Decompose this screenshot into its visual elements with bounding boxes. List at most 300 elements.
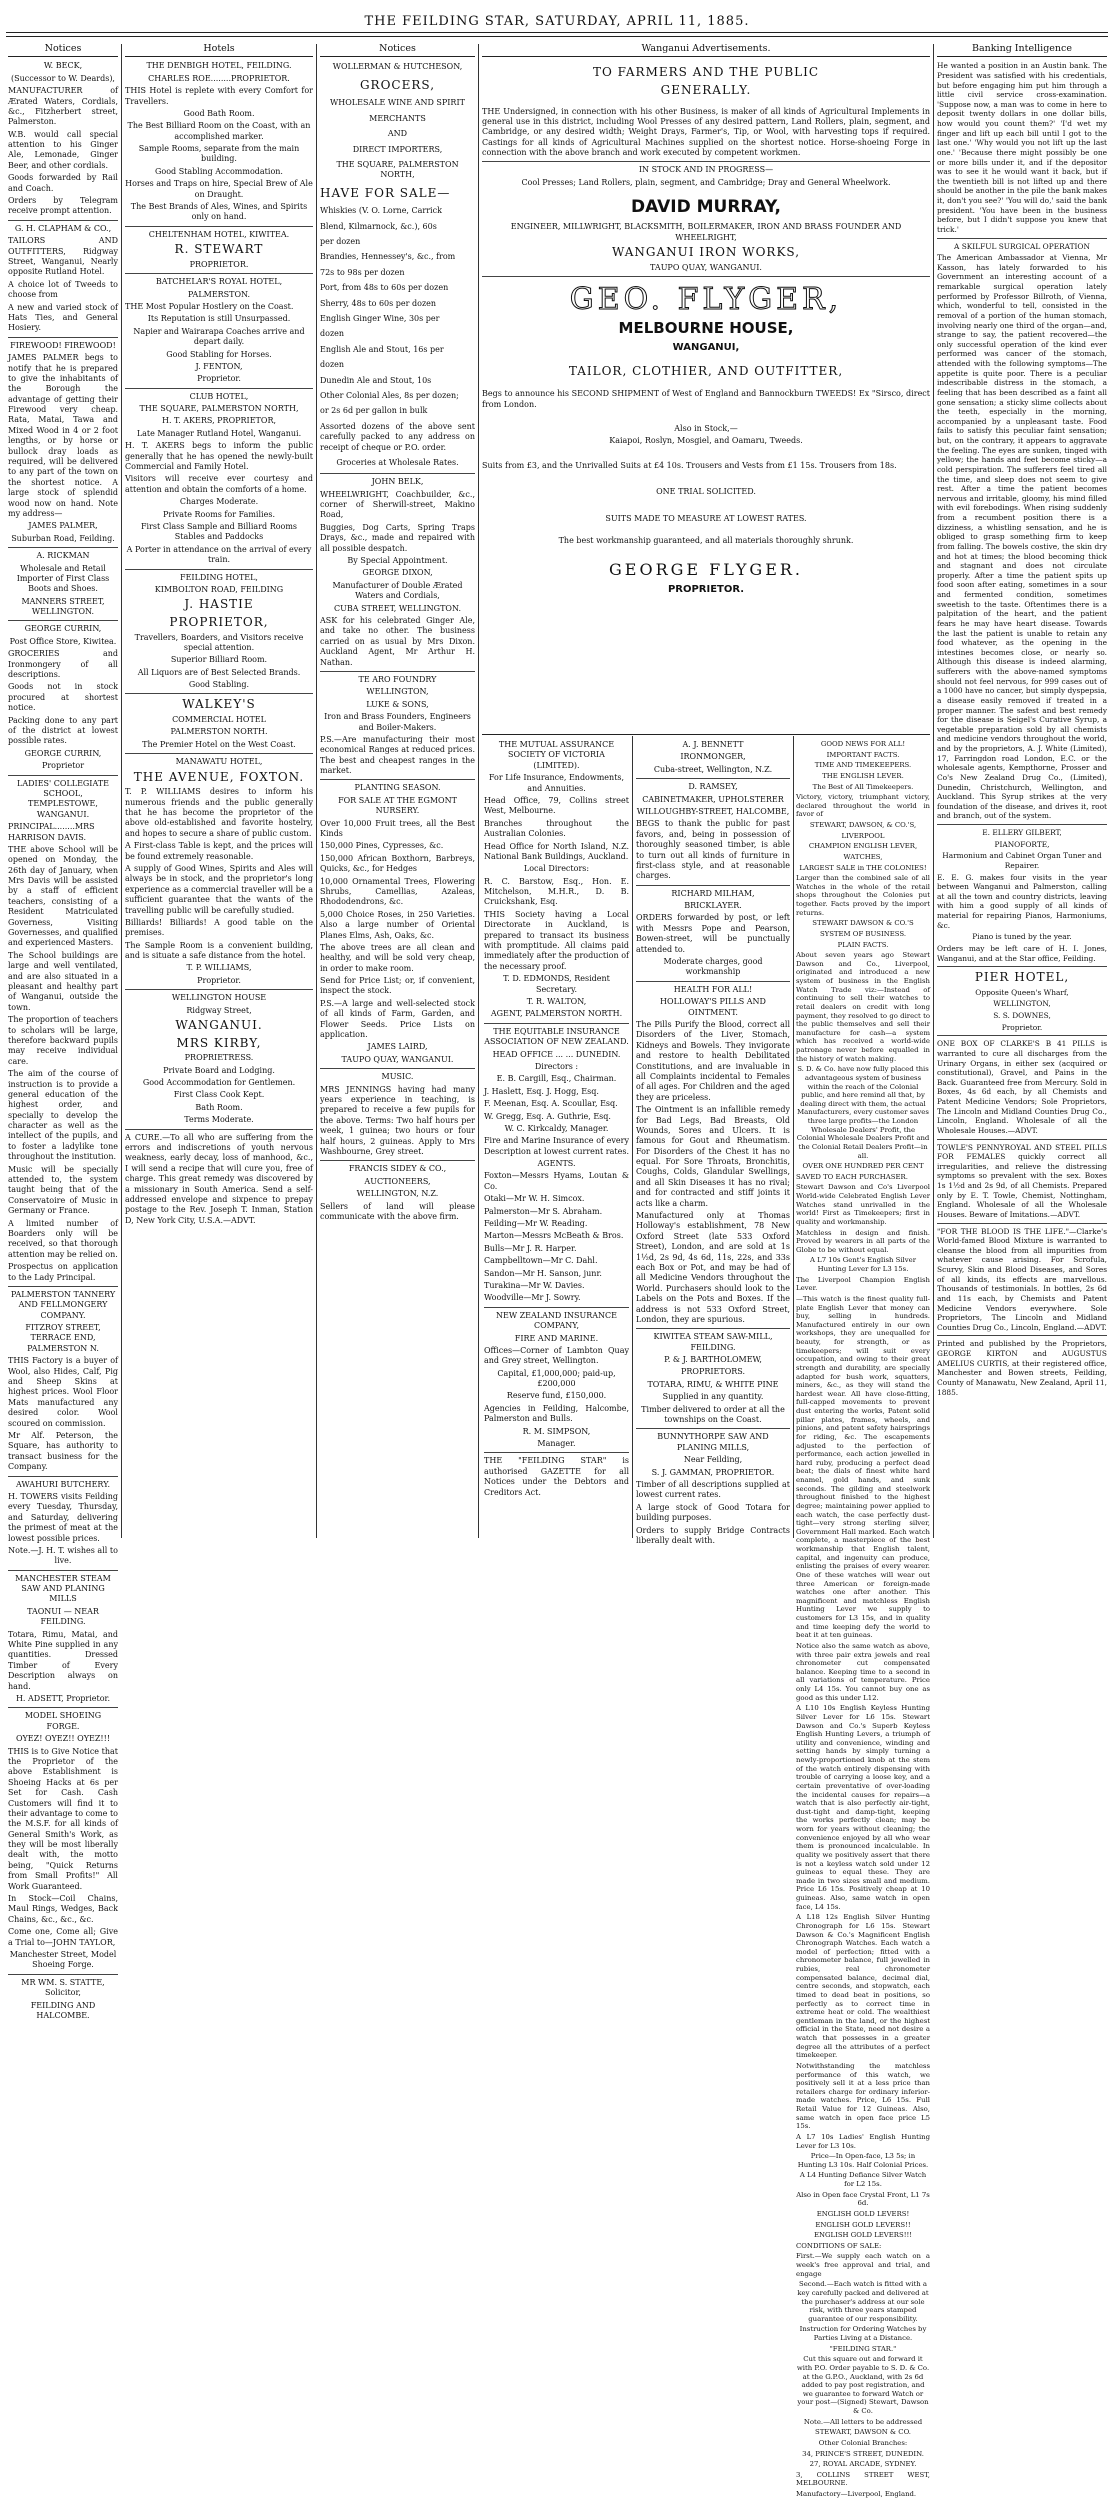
ad-batchelar-line: Napier and Wairarapa Coaches arrive and depart daily. [133, 326, 305, 347]
ad-denbigh-line: THE DENBIGH HOTEL, FEILDING. [146, 61, 292, 71]
ad-planting-line: JAMES LAIRD, [367, 1042, 428, 1052]
ad-wollerman-line: Dunedin Ale and Stout, 10s [320, 375, 432, 385]
ad-mutual-line: T. R. WALTON, [526, 996, 587, 1006]
column-insurance [484, 740, 629, 1538]
ad-college-line: THE above School will be opened on Monday, the 26th day of January, when Mrs Davis will be assisted by a staff of efficient teachers, consisting of a Resident Matriculated Governess, Visiting Governesses, and qualified and experienced Masters. [8, 844, 118, 948]
ad-holloway-line: The Ointment is an infallible remedy for Bad Legs, Bad Breasts, Old Wounds, Sores and Ulcers. It is famous for Gout and Rheumatism. For Disorders of the Chest it has no equal. For Sore Throats, Bronchitis, Coughs, Colds, Glandular Swellings, and all Skin Diseases it has no rival; and for contracted and stiff joints it acts like a charm. [636, 1105, 790, 1208]
ad-mutual-line: Head Office for North Island, N.Z. National Bank Buildings, Auckland. [484, 841, 629, 861]
ad-college-line: The proportion of teachers to scholars will be large, therefore backward pupils may receive individual care. [8, 1015, 118, 1066]
measure: SUITS MADE TO MEASURE AT LOWEST RATES. [605, 513, 807, 523]
ad-tannery-line: Mr Alf. Peterson, the Square, has authority to transact business for the Company. [8, 1431, 118, 1472]
ad-feilding-hotel-line: All Liquors are of Best Selected Brands. [137, 667, 301, 677]
ad-stewart-dawson-line: Second.—Each watch is fitted with a key carefully packed and delivered at the purchaser's address at our sole risk, with three years stamped guarantee of our responsibility. [797, 2280, 929, 2323]
ad-wollerman-line: GROCERS, [359, 77, 436, 92]
ad-planting-line: 5,000 Choice Roses, in 250 Varieties. Also a large number of Oriental Planes Elms, Ash, Oaks, &c. [320, 909, 475, 940]
tailor: TAILOR, CLOTHIER, AND OUTFITTER, [568, 363, 844, 378]
ad-pier-hotel-line: PIER HOTEL, [974, 970, 1070, 985]
ad-beck [8, 61, 118, 216]
ad-stewart-dawson-line: STEWART DAWSON & CO.'S [812, 919, 914, 928]
ad-planting-line: 150,000 Pines, Cypresses, &c. [320, 841, 444, 851]
ad-kiwitea-line: TOTARA, RIMU, & WHITE PINE [647, 1379, 779, 1389]
ad-clapham [8, 224, 118, 334]
ad-mutual-line: Branches throughout the Australian Colonies. [484, 818, 629, 839]
ad-bunnythorpe-line: Near Feilding, [683, 1455, 743, 1465]
ad-manawatu [125, 757, 313, 986]
ad-mills [8, 1574, 118, 1705]
ad-stewart-dawson-line: Notwithstanding the matchless performance of this watch, we positively sell it at a less price than retailers charge for ordinary inferior-made watches. Price, L6 15s. Full Retail Value for 12 Guineas. Also, same watch in open face price L5 15s. [796, 2061, 930, 2131]
ad-kiwitea-line: PROPRIETORS. [680, 1367, 746, 1377]
ad-sidey [320, 1164, 475, 1222]
ad-gilbert-line: Orders may be left care of H. I. Jones, Wanganui, and at the Star office, Feilding. [937, 943, 1107, 963]
ad-mutual-line: T. D. EDMONDS, Resident Secretary. [503, 974, 610, 994]
ad-kiwitea-line: P. & J. BARTHOLOMEW, [664, 1355, 762, 1365]
ad-manawatu-line: T. P. WILLIAMS desires to inform his numerous friends and the public generally that he has become the proprietor of the above old-established and favorite hostelry, and hopes to secure a share of public custom. [125, 787, 313, 838]
ad-firewood-line: JAMES PALMER begs to notify that he is prepared to give the inhabitants of the Borough the advantage of getting their Firewood very cheap. Rata, Matai, Tawa and Mixed Wood in 4 or 2 foot lengths, or by horse or bullock dray loads as required, will be delivered to any part of the town on the shortest notice. A large stock of splendid wood now on hand. Note my address— [8, 353, 118, 518]
ad-tearo-line: P.S.—Are manufacturing their most economical Ranges at reduced prices. The best and cheapest ranges in the market. [320, 734, 475, 776]
ad-bunnythorpe [636, 1432, 790, 1546]
ad-belk-line: JOHN BELK, [371, 477, 424, 487]
ad-wollerman-line: Blend, Kilmarnock, &c.), 60s [320, 221, 437, 231]
ad-equitable-line: Marton—Messrs McBeath & Bros. [484, 1231, 624, 1241]
ad-equitable-line: Sandon—Mr H. Sanson, junr. [484, 1268, 602, 1278]
ad-equitable-line: Otaki—Mr W. H. Simcox. [484, 1194, 585, 1204]
ad-cheltenham-line: R. STEWART [174, 242, 264, 257]
ad-rickman-line: MANNERS STREET, WELLINGTON. [21, 596, 105, 617]
ad-milham-line: BRICKLAYER. [684, 901, 742, 911]
ad-butchery-line: AWAHURI BUTCHERY. [16, 1479, 110, 1489]
ad-tearo-line: WELLINGTON, [366, 687, 429, 697]
ad-currin [8, 624, 118, 771]
ad-wollerman-line: Sherry, 48s to 60s per dozen [320, 298, 437, 308]
ad-manawatu-line: T. P. WILLIAMS, [186, 963, 252, 973]
ad-stewart-dawson-line: Price—In Open-face, L3 5s; in Hunting L3 10s. Half Colonial Prices. [797, 2152, 929, 2169]
ad-tannery [8, 1290, 118, 1473]
ad-stewart-dawson-line: ENGLISH GOLD LEVERS! [816, 2209, 910, 2218]
ad-sidey-line: Sellers of land will please communicate with the above firm. [320, 1201, 475, 1221]
ad-stewart-dawson-line: STEWART, DAWSON & CO. [814, 2428, 911, 2437]
ad-beck-line: (Successor to W. Deards), [11, 73, 115, 83]
ad-nz-insurance-line: NEW ZEALAND INSURANCE COMPANY, [496, 1310, 617, 1331]
ad-bunnythorpe-line: Orders to supply Bridge Contracts liberally dealt with. [636, 1525, 790, 1545]
ad-equitable-line: Turakina—Mr W. Davies. [484, 1280, 585, 1290]
ad-mutual-line: Local Directors: [523, 864, 590, 874]
ad-college [8, 779, 118, 1283]
ad-nz-insurance-line: Manager. [537, 1439, 576, 1449]
ad-equitable-line: Woodville—Mr J. Sowry. [484, 1293, 581, 1303]
column-divider [933, 44, 934, 1538]
ad-stewart-dawson-line: A L7 10s Ladies' English Hunting Lever for L3 10s. [796, 2132, 930, 2150]
ad-tearo-line: TE ARO FOUNDRY [358, 674, 437, 684]
ad-equitable-line: Directors : [534, 1061, 579, 1071]
ad-equitable-line: AGENTS. [537, 1159, 576, 1169]
ad-bennett [636, 740, 790, 775]
ad-club-line: First Class Sample and Billiard Rooms Stables and Paddocks [140, 522, 298, 542]
ad-stewart-dawson-line: CHAMPION ENGLISH LEVER, [808, 842, 918, 851]
ad-towle: TOWLE'S PENNYROYAL AND STEEL PILLS FOR FEMALES quickly correct all irregularities, and relieve the distressing symptoms so prevalent with the sex. Boxes 1s 1½d and 2s 9d, of all Chemists. Prepared only by E. T. Towle, Chemist, Nottingham, England. Wholesale of all the Wholesale Houses. Beware of Imitations.—ADVT. [937, 1142, 1107, 1219]
ad-nz-insurance-line: R. M. SIMPSON, [522, 1426, 591, 1436]
ad-denbigh-line: THIS Hotel is replete with every Comfort for Travellers. [125, 86, 313, 106]
ad-batchelar-line: Good Stabling for Horses. [166, 349, 272, 359]
ad-planting-line: 150,000 African Boxthorn, Barbreys, Quicks, &c., for Hedges [320, 853, 475, 874]
ad-stewart-dawson-line: TIME AND TIMEKEEPERS. [814, 761, 912, 770]
ad-walkeys-line: WALKEY'S [182, 697, 256, 712]
ad-gilbert-line: E. E. G. makes four visits in the year between Wanganui and Palmerston, calling at all the town and country districts, leaving with him a good supply of all kinds of material for repairing Pianos, Harmoniums, &c. [937, 872, 1107, 930]
surgical-heading: A SKILFUL SURGICAL OPERATION [954, 241, 1090, 251]
ad-stewart-dawson-line: S. D. & Co. have now fully placed this advantageous system of business within the reach of the Colonial public, and here remind all that, by dealing direct with them, the actual Manufacturers, every customer saves three large profits—the London Wholesale Dealers' Profit, the Colonial Wholesale Dealers Profit and the Colonial Retail Dealers Profit—in all. [796, 1065, 930, 1160]
ad-beck-line: Goods forwarded by Rail and Coach. [8, 173, 118, 193]
ad-star [484, 1456, 629, 1498]
ad-holloway-line: HEALTH FOR ALL! [673, 984, 753, 994]
ad-stewart-dawson-line: Stewart Dawson and Co's Liverpool World-wide Celebrated English Lever Watches stand unrivalled in the world! First as Timekeepers; first in quality and workmanship. [796, 1183, 930, 1226]
ad-batchelar-line: BATCHELAR'S ROYAL HOTEL, [155, 277, 283, 287]
ad-equitable-line: Feilding—Mr W. Reading. [484, 1219, 588, 1229]
ad-cure [125, 1133, 313, 1227]
ad-club-line: H. T. AKERS, PROPRIETOR, [161, 416, 277, 426]
ad-wellington-house-line: Terms Moderate. [184, 1115, 254, 1125]
ad-planting-line: 10,000 Ornamental Trees, Flowering Shrubs, Camellias, Azaleas, Rhododendrons, &c. [320, 876, 475, 907]
ad-batchelar-line: J. FENTON, [195, 361, 243, 371]
masthead: THE FEILDING STAR, SATURDAY, APRIL 11, 1885. [364, 14, 750, 29]
ad-feilding-hotel-line: PROPRIETOR, [169, 614, 269, 629]
ad-clapham-line: TAILORS AND OUTFITTERS, Ridgway Street, Wanganui, Nearly opposite Rutland Hotel. [8, 236, 118, 277]
column-header: Hotels [125, 43, 313, 57]
ad-gilbert-line: E. ELLERY GILBERT, [982, 828, 1062, 838]
ad-kiwitea [636, 1332, 790, 1425]
ad-planting-line: FOR SALE AT THE EGMONT NURSERY. [338, 795, 457, 816]
ad-manawatu-line: Billiards! Billiards! A good table on the premises. [125, 917, 313, 938]
ad-equitable-line: HEAD OFFICE ... ... DUNEDIN. [492, 1049, 621, 1059]
ad-bennett-line: Cuba-street, Wellington, N.Z. [653, 764, 773, 774]
ad-stewart-dawson-line: A L10 10s English Keyless Hunting Silver Lever for L6 15s. Stewart Dawson and Co.'s Superb Keyless English Hunting Levers, a triumph of utility and convenience, winding and setting hands by simply turning a newly-proportioned knob at the stem of the watch entirely dispensing with trouble of carrying a loose key, and a certain preventative of over-loading the incidental causes for repairs—a watch that is also perfectly air-tight, dust-tight and damp-tight, keeping the works perfectly clean; may be worn for years without cleaning; the convenience enjoyed by all who wear them is pronounced incalculable. In quality we positively assert that there is not a keyless watch sold under 12 guineas to equal these. They are made in two sizes small and medium. Price L6 15s. Positively cheap at 10 guineas. Also, same watch in open face, L4 15s. [796, 1704, 930, 1911]
ad-rickman [8, 551, 118, 617]
ad-mutual-line: R. C. Barstow, Esq., Hon. E. Mitchelson, M.H.R., D. B. Cruickshank, Esq. [484, 876, 629, 907]
ad-wollerman-line: WOLLERMAN & HUTCHESON, [332, 62, 463, 72]
town: WANGANUI, [672, 341, 740, 353]
ad-stewart-dawson-line: Matchless in design and finish. Proved by wearers in all parts of the Globe to be without equal. [796, 1228, 930, 1254]
ad-stewart-dawson-line: LIVERPOOL [841, 831, 885, 840]
murray-trades: ENGINEER, MILLWRIGHT, BLACKSMITH, BOILERMAKER, IRON AND BRASS FOUNDER AND WHEELRIGHT, [510, 222, 902, 242]
ad-manawatu-line: MANAWATU HOTEL, [175, 757, 263, 767]
works-address: TAUPO QUAY, WANGANUI. [650, 262, 762, 272]
ad-belk-line: By Special Appointment. [347, 556, 448, 566]
ad-stewart-dawson-line: Other Colonial Branches: [818, 2438, 908, 2447]
ad-ramsey-line: WILLOUGHBY-STREET, HALCOMBE, [636, 806, 790, 816]
ad-wollerman-line: HAVE FOR SALE— [320, 185, 451, 200]
ad-wollerman-line: Whiskies (V. O. Lorne, Carrick [320, 206, 442, 216]
ad-college-line: A limited number of Boarders only will be received, so that thorough attention may be relied on. [8, 1218, 118, 1259]
ad-college-line: Music will be specially attended to, the system taught being that of the Conservatoire of Music in Germany or France. [8, 1164, 118, 1216]
ad-mutual-line: For Life Insurance, Endowments, and Annuities. [488, 773, 625, 793]
ad-walkeys-line: COMMERCIAL HOTEL [172, 715, 266, 725]
ad-holloway [636, 985, 790, 1326]
column-header: Banking Intelligence [937, 43, 1107, 57]
ad-denbigh-line: The Best Brands of Ales, Wines, and Spirits only on hand. [130, 202, 308, 222]
ad-equitable-line: Palmerston—Mr S. Abraham. [484, 1206, 603, 1216]
ad-manawatu-line: The Sample Room is a convenient building, and is situate a safe distance from the hotel. [125, 940, 313, 961]
ad-nz-insurance-line: Capital, £1,000,000; paid-up, £200,000 [497, 1368, 616, 1389]
ad-club-line: THE SQUARE, PALMERSTON NORTH, [139, 404, 299, 414]
ad-firewood-line: Suburban Road, Feilding. [11, 533, 115, 543]
ad-denbigh-line: Horses and Traps on hire, Special Brew of Ale on Draught. [125, 179, 313, 199]
ad-stewart-dawson-line: IMPORTANT FACTS. [826, 750, 900, 759]
ad-butchery [8, 1480, 118, 1567]
ad-wollerman-line: DIRECT IMPORTERS, [352, 144, 443, 154]
ad-stewart-dawson-line: 34, PRINCE'S STREET, DUNEDIN. [802, 2449, 924, 2458]
ad-pier-hotel-line: Proprietor. [1001, 1022, 1043, 1032]
ad-club-line: Visitors will receive ever courtesy and attention and obtain the comforts of a home. [125, 474, 313, 494]
ad-pier-hotel-line: WELLINGTON, [993, 999, 1051, 1009]
ad-wellington-house-line: Good Accommodation for Gentlemen. [142, 1078, 296, 1088]
ad-music-line: MRS JENNINGS having had many years experience in teaching, is prepared to receive a few pupils for the above. Terms: Two half hours per week, 1 guinea; two hours or four half hours, 2 guineas. Apply to Mrs Washbourne, Grey street. [320, 1084, 475, 1156]
ad-wollerman-line: THE SQUARE, PALMERSTON NORTH, [336, 159, 459, 180]
ad-denbigh-line: CHARLES ROE........PROPRIETOR. [148, 73, 290, 83]
ad-intro: THE Undersigned, in connection with his other Business, is maker of all kinds of Agricultural Implements in general use in this district, including Wool Presses of any desired pattern, Land Rollers, plain, segment, and Cambridge, or any desired width; Weight Drays, Farmer's, Tip, or Wool, with harvesting tops if required. Castings for all kinds of Agricultural Machines supplied on the shortest notice. Horse-shoeing Forge in connection with the above branch and work executed by competent workmen. [482, 106, 930, 158]
ad-manawatu-line: THE AVENUE, FOXTON. [133, 769, 305, 784]
ad-beck-line: MANUFACTURER of Ærated Waters, Cordials, &c., Fitzherbert street, Palmerston. [8, 86, 118, 127]
ad-wollerman-line: dozen [320, 329, 345, 339]
ad-feilding-hotel-line: KIMBOLTON ROAD, FEILDING [154, 584, 284, 594]
ad-belk-line: GEORGE DIXON, [362, 568, 433, 578]
ad-stewart-dawson-line: Cut this square out and forward it with P.O. Order payable to S. D. & Co. at the G.P.O., Auckland, with 2s 6d added to pay post registration, and we guarantee to forward Watch or your post—(Signed) Stewart, Dawson & Co. [796, 2355, 930, 2415]
ad-currin-line: GEORGE CURRIN, [24, 624, 102, 634]
suit-prices: Suits from £3, and the Unrivalled Suits at £4 10s. Trousers and Vests from £1 15s. Trousers from 18s. [482, 460, 897, 470]
ad-manawatu-line: A supply of Good Wines, Spirits and Ales will always be in stock, and the proprietor's long experience as a commercial traveller will be a sufficient guarantee that the wants of the travelling public will be carefully studied. [125, 863, 313, 915]
ad-holloway-line: The Pills Purify the Blood, correct all Disorders of the Liver, Stomach, Kidneys and Bowels. They invigorate and restore to health Debilitated Constitutions, and are invaluable in all Complaints incidental to Females of all ages. For Children and the aged they are priceless. [636, 1019, 790, 1102]
ad-nz-insurance-line: Agencies in Feilding, Halcombe, Palmerston and Bulls. [484, 1403, 629, 1424]
ad-belk-line: ASK for his celebrated Ginger Ale, and take no other. The business carried on as usual by Mrs Dixon. Auckland Agent, Mr Arthur H. Nathan. [320, 615, 475, 667]
ad-wellington-house-line: First Class Cook Kept. [173, 1090, 265, 1100]
ad-feilding-hotel-line: Superior Billiard Room. [170, 655, 268, 665]
ad-mutual [484, 740, 629, 1020]
bank-story: He wanted a position in an Austin bank. The President was satisfied with his credentials, but before engaging him put him through a little civil service cross-examination. 'Suppose now, a man was to come in here to deposit twenty dollars in one dollar bills, how would you count them?' 'I'd wet my finger and lift up each bill until I got to the last one.' 'Why would you not lift up the last one.' 'Because there might possibly be one or more bills under it, and if the depositor was to see it he would want it back, but if the twentieth bill is not lifted up and there should be another in the pile the bank makes it, don't you see?' 'You will do,' said the bank president. 'You have been in the business before, but I didn't suppose you knew that trick.' [937, 61, 1107, 234]
ad-feilding-hotel-line: Good Stabling. [188, 680, 250, 690]
surgical-story: The American Ambassador at Vienna, Mr Kasson, has lately forwarded to his Government an interesting account of a remarkable surgical operation lately performed by Professor Billroth, of Vienna, which, wonderful to tell, consisted in the removal of a portion of the human stomach, involving nearly one third of the organ—and, strange to say, the patient recovered—the only successful operation of the kind ever performed was cancer of the stomach, attended with the following symptoms—The appetite is quite poor. There is a peculiar indescribable distress in the stomach, a feeling that has been described as a faint all gone sensation; a sticky slime collects about the teeth, especially in the morning, accompanied by a unpleasant taste. Food fails to satisfy this peculiar faint sensation; but, on the contrary, it appears to aggravate the feeling. The eyes are sunken, tinged with yellow; the hands and feet become sticky—a cold perspiration. The sufferers feel tired all the time, and sleep does not seem to give rest. After a time the patient becomes nervous and irritable, gloomy, his mind filled with evil forebodings. When rising suddenly from a recumbent position there is a dizziness, a whistling sensation, and he is obliged to grasp something firm to keep from falling. The bowels costive, the skin dry and hot at times; the blood becoming thick and stagnant and does not circulate properly. After a time the patient spits up food soon after eating, sometimes in a sour and fermented condition, sometimes sweetish to the taste. Oftentimes there is a palpitation of the heart, and the patient fears he may have heart disease. Towards the last the patient is unable to retain any food whatever, as the opening in the intestines becomes close, or nearly so. Although this disease is indeed alarming, sufferers with the above-named symptoms should not feel nervous, for 999 cases out of a 1000 have no cancer, but simply dyspepsia, a disease easily removed if treated in a proper manner. The safest and best remedy for the disease is Seigel's Curative Syrup, a vegetable preparation sold by all chemists and medicine vendors throughout the world, and by the proprietors, A. J. White (Limited), 17, Farringdon road London, E.C. or the wholesale agents, Kempthorne, Prosser and Co's New Zealand Drug Co., (Limited), Dunedin, Christchurch, Wellington, and Auckland. This Syrup strikes at the very foundation of the disease, and drives it, root and branch, out of the system. [937, 253, 1107, 821]
ad-tannery-line: FITZROY STREET, TERRACE END, PALMERSTON N. [25, 1323, 101, 1353]
ad-belk-line: WHEELWRIGHT, Coachbuilder, &c., corner of Sherwill-street, Makino Road, [320, 489, 475, 520]
ad-ramsey-line: CABINETMAKER, UPHOLSTERER [642, 794, 784, 804]
ad-milham-line: RICHARD MILHAM, [671, 888, 755, 898]
ad-tannery-line: THIS Factory is a buyer of Wool, also Hides, Calf, Pig and Sheep Skins at highest prices. Wool Floor Mats manufactured any desired color. Wool scoured on commission. [8, 1356, 118, 1428]
column-banking [937, 43, 1107, 1538]
ad-gilbert-line: Piano is tuned by the year. [972, 932, 1072, 942]
ad-clarke: ONE BOX OF CLARKE'S B 41 PILLS is warranted to cure all discharges from the Urinary Organs, in either sex (acquired or constitutional), Gravel, and Pains in the Back. Guaranteed free from Mercury. Sold in Boxes, 4s 6d each, by all Chemists and Patent Medicine Vendors; Sole Proprietors, The Lincoln and Midland Counties Drug Co., Lincoln, England. Wholesale of all the Wholesale Houses.—ADVT. [937, 1039, 1107, 1135]
ad-planting-line: Send for Price List; or, if convenient, inspect the stock. [320, 976, 475, 996]
column-trades [636, 740, 790, 1545]
ad-stewart-dawson-line: Manufactory—Liverpool, England. [796, 2490, 917, 2498]
ad-kiwitea-line: Timber delivered to order at all the townships on the Coast. [641, 1404, 785, 1425]
ad-wollerman-line: 72s to 98s per dozen [320, 267, 405, 277]
column-business-notices [796, 740, 930, 2498]
ad-denbigh-line: Good Bath Room. [183, 108, 255, 118]
ad-stewart-dawson-line: SAVED TO EACH PURCHASER. [796, 1172, 908, 1181]
ad-wellington-house-line: Private Board and Lodging. [163, 1065, 275, 1075]
ad-stewart-dawson-line: WATCHES, [843, 852, 883, 861]
ad-beck-line: W. BECK, [43, 61, 83, 71]
ad-wollerman-line: dozen [320, 360, 345, 370]
ad-holloway-line: Manufactured only at Thomas Holloway's establishment, 78 New Oxford Street (late 533 Oxford Street), London, and are sold at 1s 1½d, 2s 9d, 4s 6d, 11s, 22s, and 33s each Box or Pot, and may be had of all Medicine Vendors throughout the World. Purchasers should look to the Labels on the Pots and Boxes. If the address is not 533 Oxford Street, London, they are spurious. [636, 1211, 790, 1324]
ad-stewart-dawson-line: A L7 10s Gent's English Silver Hunting Lever for L3 15s. [809, 1256, 917, 1273]
ad-wollerman-line: English Ale and Stout, 16s per [320, 344, 444, 354]
ad-wellington-house-line: WELLINGTON HOUSE [171, 993, 267, 1003]
ad-stewart-dawson-line: 3, COLLINS STREET WEST, MELBOURNE. [796, 2470, 930, 2488]
ad-music-line: MUSIC. [381, 1072, 414, 1082]
column-header: Notices [8, 43, 118, 57]
ad-cheltenham-line: PROPRIETOR. [189, 259, 249, 269]
ad-wellington-house-line: MRS KIRBY, [176, 1035, 262, 1050]
ad-sidey-line: AUCTIONEERS, [364, 1176, 431, 1186]
ad-nz-insurance [484, 1311, 629, 1450]
ad-mills-line: H. ADSETT, Proprietor. [15, 1693, 111, 1703]
ad-stewart-dawson-line: SYSTEM OF BUSINESS. [819, 929, 907, 938]
ad-kiwitea-line: KIWITEA STEAM SAW-MILL, FEILDING. [653, 1332, 773, 1352]
ad-feilding-hotel [125, 573, 313, 691]
ad-currin-line: Packing done to any part of the district at lowest possible rates. [8, 715, 118, 746]
ad-denbigh-line: Good Stabling Accommodation. [155, 166, 283, 176]
ad-firewood-line: FIREWOOD! FIREWOOD! [10, 340, 116, 350]
ad-stewart-dawson-line: PLAIN FACTS. [837, 940, 889, 949]
ad-equitable-line: Bulls—Mr J. R. Harper. [484, 1243, 577, 1253]
ad-belk-line: Manufacturer of Double Ærated Waters and Cordials, [332, 580, 463, 601]
ad-manawatu-line: A First-class Table is kept, and the prices will be found extremely reasonable. [125, 841, 313, 861]
ad-belk-line: Buggies, Dog Carts, Spring Traps Drays, &c., made and repaired with all possible despatch. [320, 522, 475, 553]
flyger-title: GEO. FLYGER, [569, 282, 843, 318]
ad-stewart-dawson-line: Instruction for Ordering Watches by Parties Living at a Distance. [799, 2325, 927, 2342]
ad-college-line: PRINCIPAL........MRS HARRISON DAVIS. [8, 822, 95, 842]
ad-college-line: Prospectus on application to the Lady Principal. [8, 1262, 118, 1282]
masthead-rule [6, 32, 1108, 33]
ad-milham-line: ORDERS forwarded by post, or left with Messrs Pope and Pearson, Bowen-street, will be punctually attended to. [636, 913, 790, 954]
ad-mutual-line: THIS Society having a Local Directorate in Auckland, is prepared to transact its business with promptitude. All claims paid immediately after the production of the necessary proof. [484, 909, 629, 971]
ad-stewart-dawson [796, 740, 930, 2499]
ad-batchelar-line: Proprietor. [197, 374, 241, 384]
ad-stewart-dawson-line: —This watch is the finest quality full-plate English Lever that money can buy, selling in hundreds. Manufactured entirely in our own workshops, they are unequalled for beauty, for strength, or as timekeepers; will suit every occupation, and owing to their great strength and durability, are specially adapted for bush work, squatters, miners, &c., as they will stand the hardest wear. All have close-fitting, full-capped movements to prevent dust entering the works, Patent solid pillar plates, frames, wheels, and pinions, and patent safety hairsprings for riding, &c. The escapements adjusted to the perfection of performance, each action jewelled in hard ruby, producing a perfect dead beat; the dials of finest white hard enamel, gold hands, and sunk seconds. The gilding and steelwork throughout finished to the highest degree; maintaining power applied to each watch, the case perfectly dust-tight—very strong sterling silver, Government Hall marked. Each watch complete, a masterpiece of the best workmanship that English talent, capital, and ingenuity can produce, enlisting the praises of every wearer. One of these watches will wear out three American or foreign-made watches one after another. This magnificent and matchless English Hunting Lever we supply to customers for L3 15s, and in quality and time keeping defy the world to beat it at ten guineas. [796, 1294, 930, 1640]
workmanship: The best workmanship guaranteed, and all materials thoroughly shrunk. [558, 535, 854, 545]
ad-stewart-dawson-line: LARGEST SALE in THE COLONIES! [799, 863, 927, 872]
ad-firewood [8, 341, 118, 544]
ad-bennett-line: IRONMONGER, [680, 752, 746, 762]
ad-wollerman-line: AND [387, 129, 408, 139]
ad-gilbert [937, 828, 1107, 963]
ad-forge-line: MODEL SHOEING FORGE. [24, 1711, 102, 1731]
ad-forge-line: THIS is to Give Notice that the Proprietor of the above Establishment is Shoeing Hacks at 6s per Set for Cash. Cash Customers will find it to their advantage to come to the M.S.F. for all kinds of General Smith's Work, as they will be most liberally dealt with, the motto being, "Quick Returns from Small Profits!" All Work Guaranteed. [8, 1746, 118, 1891]
ad-stewart-dawson-line: A L4 Hunting Defiance Silver Watch for L2 15s. [799, 2171, 927, 2188]
column-hotels [125, 43, 313, 1538]
ad-walkeys-line: The Premier Hotel on the West Coast. [142, 739, 296, 749]
ad-currin-line: Proprietor [41, 761, 85, 771]
column-notices-2 [320, 43, 475, 1538]
stock-tweeds: Kaiapoi, Roslyn, Mosgiel, and Oamaru, Tweeds. [609, 436, 803, 446]
ad-feilding-hotel-line: FEILDING HOTEL, [180, 572, 258, 582]
ad-mutual-line: Head Office, 79, Collins street West, Melbourne. [484, 795, 629, 816]
ad-club-line: Late Manager Rutland Hotel, Wanganui. [136, 428, 302, 438]
column-notices-1 [8, 43, 118, 2020]
stock-heading: IN STOCK AND IN PROGRESS— [638, 165, 774, 175]
ad-mutual-line: AGENT, PALMERSTON NORTH. [490, 1009, 623, 1019]
ad-stewart-dawson-line: Notice also the same watch as above, with three pair extra jewels and real chronometer cut compensated balance. Keeping time to a second in all variations of temperature. Price only L4 15s. You cannot buy one as good as this under L12. [796, 1641, 930, 1702]
ad-wollerman-line: or 2s 6d per gallon in bulk [320, 406, 428, 416]
ad-wollerman [320, 62, 475, 468]
ad-wellington-house-line: Ridgway Street, [186, 1005, 252, 1015]
ad-stewart-dawson-line: Note.—All letters to be addressed [803, 2417, 923, 2426]
ad-gilbert-line: Harmonium and Cabinet Organ Tuner and Repairer. [942, 851, 1102, 870]
ad-ramsey-line: BEGS to thank the public for past favors, and, being in possession of thoroughly seasoned timber, is able to turn out all kinds of furniture in first-class style, and at reasonable charges. [636, 819, 790, 881]
ad-equitable-line: W. C. Kirkcaldy, Manager. [504, 1123, 609, 1133]
ad-college-line: The School buildings are large and well ventilated, and are also situated in a pleasant and healthy part of Wanganui, outside the town. [8, 950, 118, 1012]
ad-rickman-line: A. RICKMAN [36, 551, 90, 561]
ad-wellington-house-line: WANGANUI. [175, 1018, 263, 1033]
ad-currin-line: Post Office Store, Kiwitea. [9, 636, 117, 646]
ad-cheltenham [125, 230, 313, 270]
ad-manawatu-line: Proprietor. [197, 975, 241, 985]
ad-equitable-line: W. Gregg, Esq. A. Guthrie, Esq. [484, 1111, 611, 1121]
column-divider [793, 736, 794, 1538]
ad-batchelar-line: THE Most Popular Hostlery on the Coast. [125, 301, 294, 311]
ad-forge-line: Manchester Street, Model Shoeing Forge. [9, 1949, 117, 1970]
ad-stewart-dawson-line: CONDITIONS OF SALE: [796, 2241, 882, 2250]
ad-stewart-dawson-line: GOOD NEWS FOR ALL! [820, 740, 906, 748]
ad-equitable-line: Foxton—Messrs Hyams, Loutan & Co. [484, 1171, 629, 1191]
ad-mills-line: TAONUI — NEAR FEILDING. [27, 1606, 99, 1627]
ad-tearo-line: LUKE & SONS, [366, 699, 429, 709]
murray-name: DAVID MURRAY, [630, 197, 781, 218]
ad-stewart-dawson-line: Larger than the combined sale of all Watches in the whole of the retail shops throughout the Colonies put together. Facts proved by the import returns. [796, 874, 930, 917]
ad-wellington-house-line: PROPRIETRESS. [184, 1053, 254, 1063]
ad-equitable-line: F. Meenan, Esq. A. Scoullar, Esq. [484, 1099, 618, 1109]
ad-planting-line: PLANTING SEASON. [354, 783, 441, 793]
ad-sidey-line: WELLINGTON, N.Z. [356, 1189, 439, 1199]
ad-stewart-dawson-line: STEWART, DAWSON, & CO.'S, [809, 821, 917, 829]
ad-forge-line: Come one, Come all; Give a Trial to—JOHN TAYLOR, [8, 1927, 118, 1947]
ad-blood-mixture: "FOR THE BLOOD IS THE LIFE."—Clarke's World-famed Blood Mixture is warranted to cleanse the blood from all impurities from whatever cause arising. For Scrofula, Scurvy, Skin and Blood Diseases, and Sores of all kinds, its effects are marvellous. Thousands of testimonials. In bottles, 2s 6d and 11s each, by Chemists and Patent Medicine Vendors everywhere. Sole Proprietors, The Lincoln and Midland Counties Drug Co., Lincoln, England.—ADVT. [937, 1226, 1107, 1332]
ad-firewood-line: JAMES PALMER, [28, 521, 98, 531]
ad-planting [320, 783, 475, 1065]
announcement: Begs to announce his SECOND SHIPMENT of West of England and Bannockburn TWEEDS! Ex "Sirsco, direct from London. [482, 389, 930, 409]
ad-wollerman-line: Assorted dozens of the above sent carefully packed to any address on receipt of cheque or P.O. order. [320, 421, 475, 452]
ad-stewart-dawson-line: First.—We supply each watch on a week's free approval and trial, and engage [796, 2252, 930, 2278]
ad-ramsey [636, 782, 790, 882]
ad-wollerman-line: Port, from 48s to 60s per dozen [320, 283, 449, 293]
ad-bunnythorpe-line: Timber of all descriptions supplied at lowest current rates. [636, 1480, 790, 1500]
ad-college-line: The aim of the course of instruction is to provide a general education of the highest order, and specially to develop the character as well as the intellect of the pupils, and to foster a ladylike tone throughout the institution. [8, 1069, 118, 1162]
ad-forge-line: In Stock—Coil Chains, Maul Rings, Wedges, Back Chains, &c., &c., &c. [8, 1894, 118, 1924]
stock-text: Cool Presses; Land Rollers, plain, segment, and Cambridge; Dray and General Wheelwork. [521, 177, 891, 187]
column-header: Notices [320, 43, 475, 57]
ad-college-line: LADIES' COLLEGIATE SCHOOL, TEMPLESTOWE, WANGANUI. [17, 778, 109, 819]
ad-belk [320, 477, 475, 668]
ad-milham [636, 889, 790, 978]
ad-batchelar-line: PALMERSTON. [187, 289, 251, 299]
ad-equitable-line: Campbelltown—Mr C. Dahl. [484, 1256, 598, 1266]
ad-music [320, 1072, 475, 1157]
ad-stewart-dawson-line: 27, ROYAL ARCADE, SYDNEY. [809, 2460, 917, 2469]
ad-stewart-dawson-line: THE ENGLISH LEVER. [822, 771, 904, 780]
ad-bunnythorpe-line: BUNNYTHORPE SAW AND PLANING MILLS, [657, 1432, 769, 1452]
signature: GEORGE FLYGER. [608, 560, 804, 580]
ad-batchelar [125, 277, 313, 385]
trial: ONE TRIAL SOLICITED. [656, 487, 756, 497]
ad-mills-line: MANCHESTER STEAM SAW AND PLANING MILLS [15, 1573, 111, 1604]
ad-tearo-line: Iron and Brass Founders, Engineers and Boiler-Makers. [324, 712, 471, 732]
ad-club-line: H. T. AKERS begs to inform the public generally that he has opened the newly-built Commercial and Family Hotel. [125, 441, 313, 472]
ad-wollerman-line: per dozen [320, 237, 361, 247]
ad-club [125, 392, 313, 566]
ad-forge [8, 1711, 118, 1970]
ad-tannery-line: PALMERSTON TANNERY AND FELLMONGERY COMPANY. [10, 1289, 116, 1320]
ad-club-line: Private Rooms for Families. [162, 509, 275, 519]
ad-feilding-hotel-line: Travellers, Boarders, and Visitors receive special attention. [134, 632, 304, 652]
ad-forge-line: OYEZ! OYEZ!! OYEZ!!! [15, 1734, 111, 1744]
ad-wollerman-line: English Ginger Wine, 30s per [320, 314, 440, 323]
